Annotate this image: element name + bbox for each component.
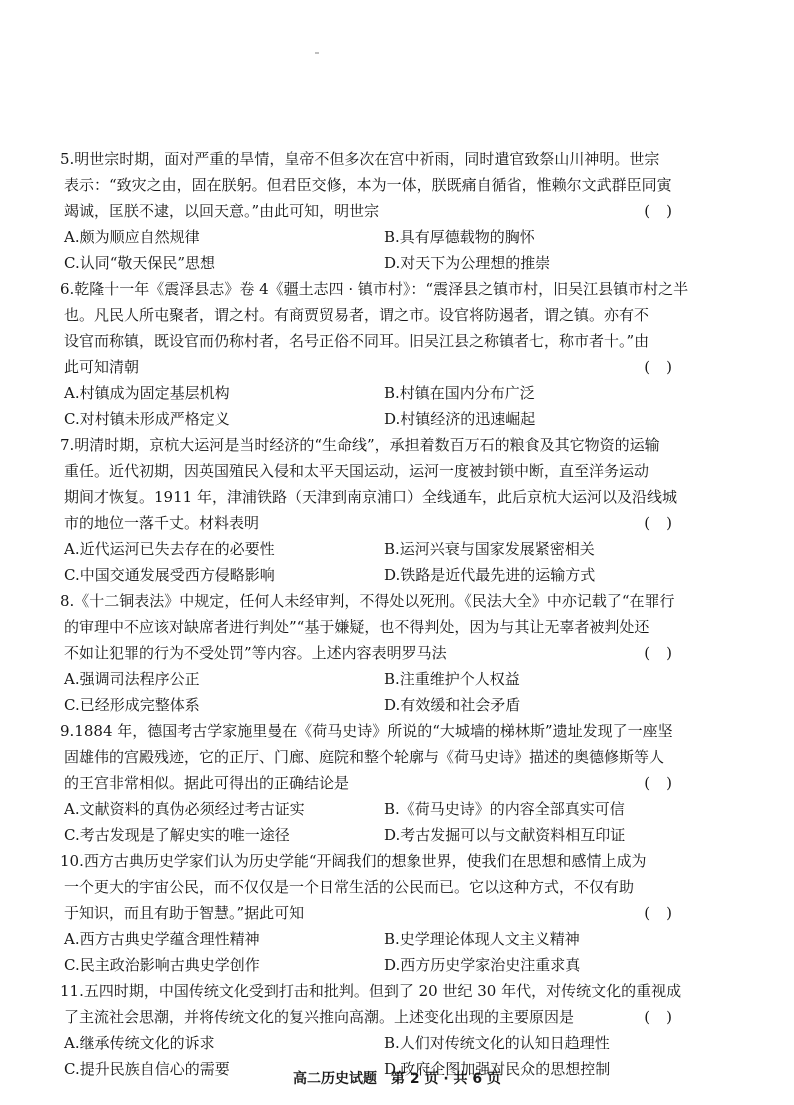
option-a: A.文献资料的真伪必须经过考古证实	[64, 800, 305, 818]
question-10	[60, 848, 714, 978]
page-footer: 高二历史试题 第 2 页 · 共 6 页	[292, 1071, 502, 1087]
question-stem-text: 固雄伟的宫殿残迹，它的正厅、门廊、庭院和整个轮廓与《荷马史诗》描述的奥德修斯等人	[64, 748, 665, 766]
option-d: D.村镇经济的迅速崛起	[384, 410, 536, 428]
question-stem-text: 也。凡民人所屯聚者，谓之村。有商贾贸易者，谓之市。设官将防遏者，谓之镇。亦有不	[64, 306, 650, 324]
question-stem-line	[64, 770, 714, 796]
question-stem-first-line	[60, 718, 714, 744]
question-stem-text: 此可知清朝	[64, 358, 140, 376]
question-stem-text: 了主流社会思潮，并将传统文化的复兴推向高潮。上述变化出现的主要原因是	[64, 1008, 575, 1026]
question-11	[60, 978, 714, 1082]
question-stem-first-line	[60, 276, 714, 302]
question-8	[60, 588, 714, 718]
option-b: B.具有厚德载物的胸怀	[384, 228, 535, 246]
question-stem-first-line	[60, 432, 714, 458]
option-d: D.西方历史学家治史注重求真	[384, 956, 581, 974]
options-grid	[64, 796, 714, 848]
question-stem-line	[64, 510, 714, 536]
question-stem-text: 的王宫非常相似。据此可得出的正确结论是	[64, 774, 350, 792]
question-stem-text: 10.西方古典历史学家们认为历史学能“开阔我们的想象世界，使我们在思想和感情上成为	[60, 852, 647, 870]
question-stem-line	[64, 328, 714, 354]
question-stem-text: 期间才恢复。1911 年，津浦铁路（天津到南京浦口）全线通车，此后京杭大运河以及沿线城	[64, 488, 677, 506]
question-stem-line	[64, 614, 714, 640]
answer-parentheses: ()	[644, 644, 688, 662]
question-stem-text: 一个更大的宇宙公民，而不仅仅是一个日常生活的公民而已。它以这种方式，不仅有助	[64, 878, 635, 896]
option-c: C.认同“敬天保民”思想	[64, 254, 216, 272]
option-a: A.村镇成为固定基层机构	[64, 384, 230, 402]
option-a: A.强调司法程序公正	[64, 670, 200, 688]
question-list	[60, 146, 714, 1082]
scan-mark	[315, 52, 319, 54]
option-d: D.政府企图加强对民众的思想控制	[384, 1060, 611, 1078]
option-c: C.考古发现是了解史实的唯一途径	[64, 826, 290, 844]
question-stem-line	[64, 302, 714, 328]
option-a: A.继承传统文化的诉求	[64, 1034, 215, 1052]
question-stem-text: 的审理中不应该对缺席者进行判处”“基于嫌疑，也不得判处，因为与其让无辜者被判处还	[64, 618, 650, 636]
question-9	[60, 718, 714, 848]
option-d: D.有效缓和社会矛盾	[384, 696, 521, 714]
option-b: B.史学理论体现人文主义精神	[384, 930, 580, 948]
question-stem-first-line	[60, 848, 714, 874]
question-stem-first-line	[60, 588, 714, 614]
question-stem-text: 不如让犯罪的行为不受处罚”等内容。上述内容表明罗马法	[64, 644, 447, 662]
option-b: B.运河兴衰与国家发展紧密相关	[384, 540, 595, 558]
option-c: C.提升民族自信心的需要	[64, 1060, 230, 1078]
question-stem-text: 市的地位一落千丈。材料表明	[64, 514, 260, 532]
question-stem-text: 8.《十二铜表法》中规定，任何人未经审判，不得处以死刑。《民法大全》中亦记载了“在罪行	[60, 592, 675, 610]
options-grid	[64, 666, 714, 718]
option-d: D.考古发掘可以与文献资料相互印证	[384, 826, 626, 844]
question-stem-line	[64, 198, 714, 224]
options-grid	[64, 224, 714, 276]
question-5	[60, 146, 714, 276]
answer-parentheses: ()	[644, 1008, 688, 1026]
option-d: D.对天下为公理想的推崇	[384, 254, 551, 272]
question-stem-text: 表示：“致灾之由，固在朕躬。但君臣交修，本为一体，朕既痛自循省，惟赖尔文武群臣同寅	[64, 176, 672, 194]
options-grid	[64, 380, 714, 432]
option-a: A.颇为顺应自然规律	[64, 228, 200, 246]
option-a: A.近代运河已失去存在的必要性	[64, 540, 275, 558]
question-stem-text: 7.明清时期，京杭大运河是当时经济的“生命线”，承担着数百万石的粮食及其它物资的运输	[60, 436, 660, 454]
question-6	[60, 276, 714, 432]
question-stem-line	[64, 354, 714, 380]
option-d: D.铁路是近代最先进的运输方式	[384, 566, 596, 584]
question-stem-text: 6.乾隆十一年《震泽县志》卷 4《疆土志四 · 镇市村》：“震泽县之镇市村，旧吴江县镇市村之半	[60, 280, 689, 298]
question-stem-text: 5.明世宗时期，面对严重的旱情，皇帝不但多次在宫中祈雨，同时遣官致祭山川神明。世宗	[60, 150, 660, 168]
option-c: C.已经形成完整体系	[64, 696, 200, 714]
question-stem-text: 竭诚，匡朕不逮，以回天意。”由此可知，明世宗	[64, 202, 380, 220]
question-stem-text: 9.1884 年，德国考古学家施里曼在《荷马史诗》所说的“大城墙的梯林斯”遗址发现了一座坚	[60, 722, 673, 740]
question-stem-line	[64, 900, 714, 926]
answer-parentheses: ()	[644, 358, 688, 376]
option-b: B.人们对传统文化的认知日趋理性	[384, 1034, 610, 1052]
question-stem-line	[64, 640, 714, 666]
question-stem-line	[64, 1004, 714, 1030]
question-stem-line	[64, 874, 714, 900]
question-stem-text: 设官而称镇，既设官而仍称村者，名号正俗不同耳。旧吴江县之称镇者七，称市者十。”由	[64, 332, 650, 350]
option-c: C.民主政治影响古典史学创作	[64, 956, 260, 974]
option-b: B.村镇在国内分布广泛	[384, 384, 535, 402]
option-c: C.对村镇未形成严格定义	[64, 410, 230, 428]
option-b: B.《荷马史诗》的内容全部真实可信	[384, 800, 625, 818]
options-grid	[64, 926, 714, 978]
question-7	[60, 432, 714, 588]
question-stem-text: 于知识，而且有助于智慧。”据此可知	[64, 904, 305, 922]
question-stem-first-line	[60, 146, 714, 172]
question-stem-line	[64, 458, 714, 484]
question-stem-text: 11.五四时期，中国传统文化受到打击和批判。但到了 20 世纪 30 年代，对传统文化的重视成	[60, 982, 682, 1000]
answer-parentheses: ()	[644, 202, 688, 220]
question-stem-line	[64, 484, 714, 510]
answer-parentheses: ()	[644, 514, 688, 532]
option-a: A.西方古典史学蕴含理性精神	[64, 930, 260, 948]
question-stem-text: 重任。近代初期，因英国殖民入侵和太平天国运动，运河一度被封锁中断，直至洋务运动	[64, 462, 650, 480]
option-c: C.中国交通发展受西方侵略影响	[64, 566, 275, 584]
question-stem-first-line	[60, 978, 714, 1004]
answer-parentheses: ()	[644, 774, 688, 792]
option-b: B.注重维护个人权益	[384, 670, 520, 688]
question-stem-line	[64, 172, 714, 198]
options-grid	[64, 536, 714, 588]
answer-parentheses: ()	[644, 904, 688, 922]
question-stem-line	[64, 744, 714, 770]
